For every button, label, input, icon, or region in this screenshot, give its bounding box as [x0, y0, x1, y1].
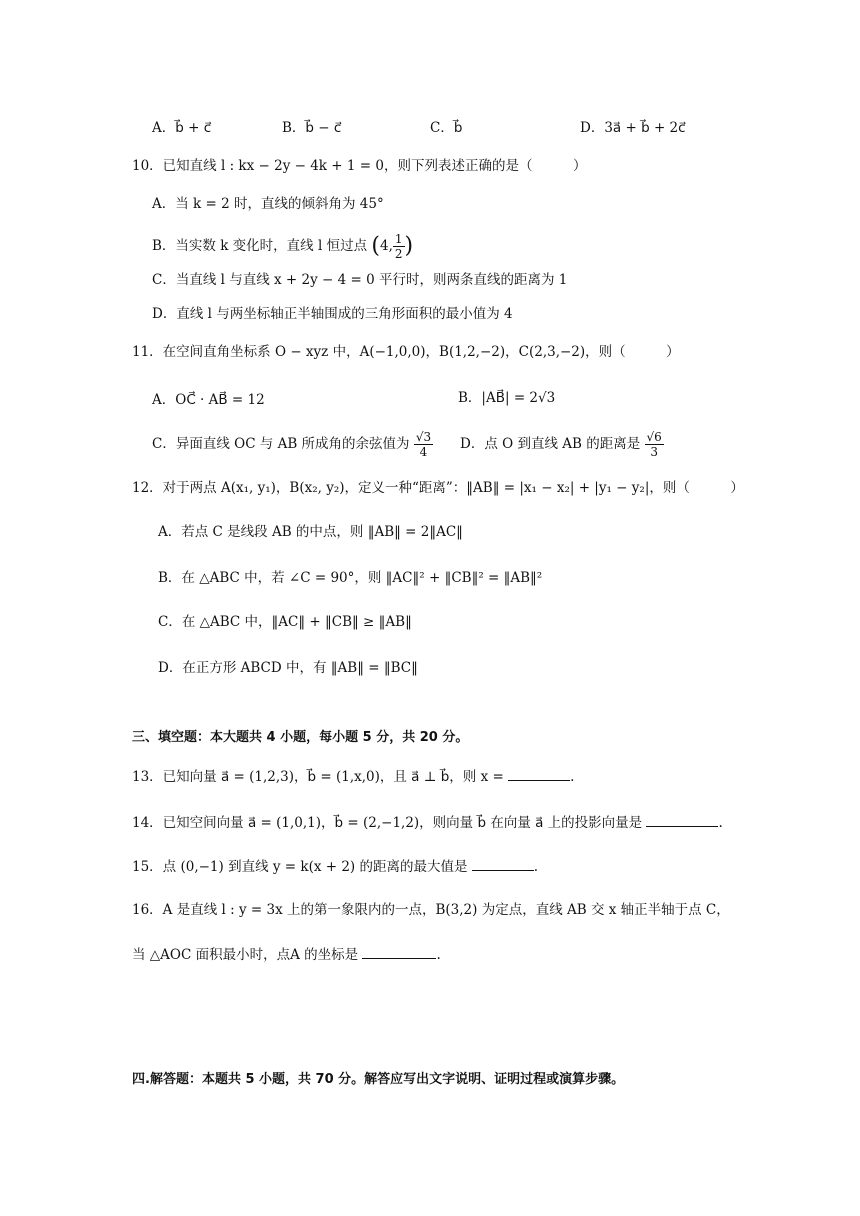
paren-left: (: [371, 233, 380, 259]
q10-option-c: C．当直线 l 与直线 x + 2y − 4 = 0 平行时，则两条直线的距离为 1: [152, 272, 568, 288]
q10-option-a: A．当 k = 2 时，直线的倾斜角为 45°: [152, 196, 384, 212]
q15-answer-blank[interactable]: [472, 856, 534, 871]
q9-option-a: A．b⃗ + c⃗: [152, 120, 212, 136]
q14-tail: .: [718, 815, 723, 831]
q9-option-c: C．b⃗: [430, 120, 463, 136]
q9-option-d: D．3a⃗ + b⃗ + 2c⃗: [580, 120, 686, 136]
fraction-numerator: √6: [646, 430, 662, 444]
q10-stem: 10．已知直线 l : kx − 2y − 4k + 1 = 0，则下列表述正确的是（ ）: [132, 158, 587, 174]
fraction-denominator: 4: [419, 445, 428, 459]
fraction-numerator: 1: [394, 232, 403, 246]
q12-option-d: D．在正方形 ABCD 中，有 ‖AB‖ = ‖BC‖: [158, 660, 418, 676]
q11-option-d-fraction: [645, 430, 664, 459]
q15: [132, 856, 538, 877]
q11-option-a: A．OC⃗ · AB⃗ = 12: [152, 392, 265, 408]
q15-text: 15．点 (0,−1) 到直线 y = k(x + 2) 的距离的最大值是: [132, 859, 468, 875]
q16-line-1: 16．A 是直线 l : y = 3x 上的第一象限内的一点，B(3,2) 为定点，直线 AB 交 x 轴正半轴于点 C，: [132, 902, 730, 918]
q12-stem: 12．对于两点 A(x₁, y₁)，B(x₂, y₂)，定义一种“距离”：‖AB‖ = |x₁ − x₂| + |y₁ − y₂|，则（ ）: [132, 480, 744, 496]
section-3-title: 三、填空题：本大题共 4 小题，每小题 5 分，共 20 分。: [132, 730, 469, 745]
q11-option-c: [152, 424, 433, 464]
q10-point-fraction: [393, 232, 405, 261]
q16-line-2: [132, 944, 441, 965]
q12-option-b: B．在 △ABC 中，若 ∠C = 90°，则 ‖AC‖² + ‖CB‖² = ‖AB‖²: [158, 570, 543, 586]
q14-answer-blank[interactable]: [646, 812, 718, 827]
q13: [132, 766, 574, 787]
fraction-denominator: 2: [394, 247, 403, 261]
fraction-denominator: 3: [650, 445, 658, 459]
q11-option-c-text: C．异面直线 OC 与 AB 所成角的余弦值为: [152, 436, 410, 452]
section-4-title: 四.解答题：本题共 5 小题，共 70 分。解答应写出文字说明、证明过程或演算步骤。: [132, 1072, 625, 1087]
q16-text: 当 △AOC 面积最小时，点A 的坐标是: [132, 947, 359, 963]
q11-option-d: [460, 424, 664, 464]
q13-tail: .: [570, 769, 575, 785]
q9-option-b: B．b⃗ − c⃗: [282, 120, 342, 136]
q11-option-d-text: D．点 O 到直线 AB 的距离是: [460, 436, 641, 452]
q11-option-c-fraction: [414, 430, 433, 459]
q13-text: 13．已知向量 a⃗ = (1,2,3)，b⃗ = (1,x,0)，且 a⃗ ⊥ b⃗，则 x =: [132, 769, 504, 785]
q10-point-x: 4,: [379, 238, 393, 254]
q11-option-b: B．|AB⃗| = 2√3: [458, 390, 556, 406]
q10-option-d: D．直线 l 与两坐标轴正半轴围成的三角形面积的最小值为 4: [152, 306, 513, 322]
q16-tail: .: [436, 947, 441, 963]
q14-text: 14．已知空间向量 a⃗ = (1,0,1)，b⃗ = (2,−1,2)，则向量 b⃗ 在向量 a⃗ 上的投影向量是: [132, 815, 643, 831]
q12-option-c: C．在 △ABC 中，‖AC‖ + ‖CB‖ ≥ ‖AB‖: [158, 614, 412, 630]
q12-option-a: A．若点 C 是线段 AB 的中点，则 ‖AB‖ = 2‖AC‖: [158, 524, 463, 540]
paren-right: ): [404, 233, 414, 259]
q13-answer-blank[interactable]: [508, 766, 570, 781]
q14: [132, 812, 723, 833]
fraction-numerator: √3: [415, 430, 432, 444]
q15-tail: .: [533, 859, 539, 875]
q16-answer-blank[interactable]: [362, 944, 436, 959]
q10-option-b-text: B．当实数 k 变化时，直线 l 恒过点: [152, 238, 368, 254]
q10-option-b: [152, 228, 413, 265]
q11-stem: 11．在空间直角坐标系 O − xyz 中，A(−1,0,0)，B(1,2,−2)，C(2,3,−2)，则（ ）: [132, 344, 680, 360]
